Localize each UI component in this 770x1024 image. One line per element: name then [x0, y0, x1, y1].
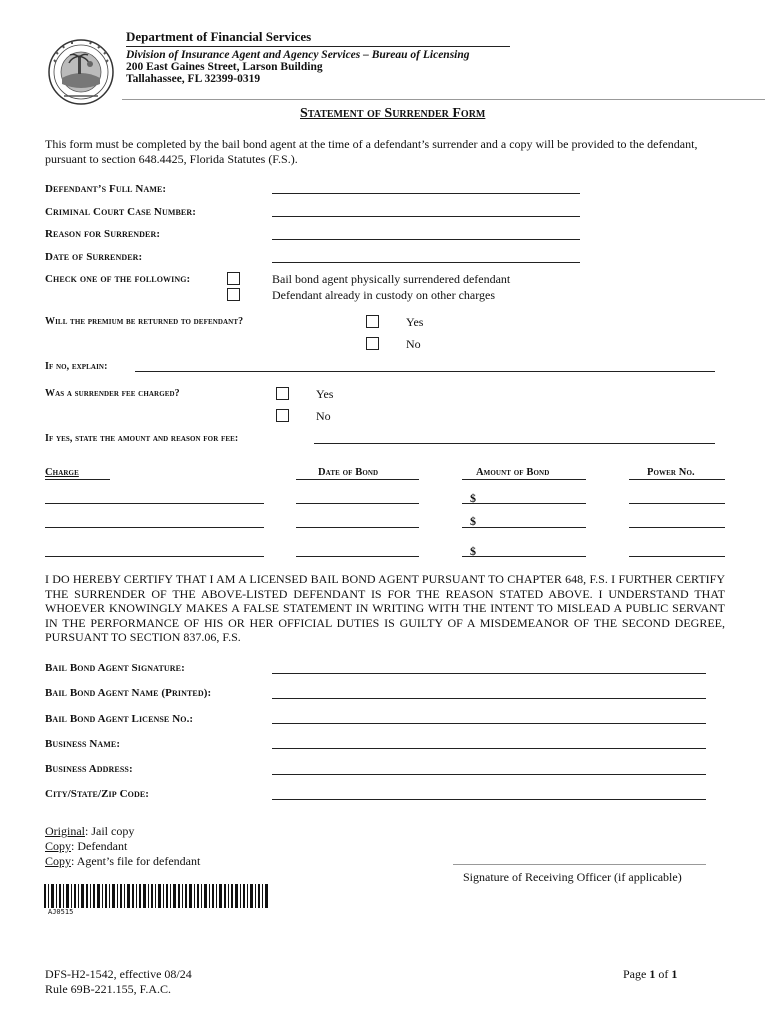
state-seal-logo: [46, 38, 116, 106]
business-address-label: Business Address:: [45, 763, 133, 775]
agent-copy-line: [45, 854, 200, 869]
amount-dollar-sign-1: $: [470, 491, 476, 505]
page-prefix: Page: [623, 967, 650, 981]
business-name-field[interactable]: [272, 748, 706, 749]
original-text: : Jail copy: [85, 824, 135, 838]
power-no-field-3[interactable]: [629, 556, 725, 557]
amount-of-bond-field-1[interactable]: [462, 503, 586, 504]
amount-of-bond-field-2[interactable]: [462, 527, 586, 528]
defendant-name-field[interactable]: [272, 193, 580, 194]
date-of-bond-header-rule: [296, 479, 419, 480]
original-copy-line: [45, 824, 134, 839]
amount-of-bond-header: Amount of Bond: [476, 467, 550, 478]
form-id: DFS-H2-1542, effective 08/24: [45, 967, 192, 981]
page-total: 1: [671, 967, 678, 981]
power-no-header: Power No.: [647, 467, 695, 478]
defendant-copy-line: [45, 839, 127, 854]
agent-signature-field[interactable]: [272, 673, 706, 674]
premium-yes-checkbox[interactable]: [366, 315, 379, 328]
department-name: Department of Financial Services: [126, 29, 510, 47]
fee-question-label: Was a surrender fee charged?: [45, 388, 180, 399]
charge-header-rule: [45, 479, 110, 480]
premium-yes-label: Yes: [406, 315, 424, 329]
barcode-caption: AJ0515: [48, 908, 74, 916]
date-of-bond-field-3[interactable]: [296, 556, 419, 557]
charge-field-1[interactable]: [45, 503, 264, 504]
if-yes-fee-field[interactable]: [314, 443, 715, 444]
reason-label: Reason for Surrender:: [45, 228, 161, 240]
amount-dollar-sign-3: $: [470, 544, 476, 558]
amount-of-bond-header-rule: [462, 479, 586, 480]
premium-question-label: Will the premium be returned to defendant?: [45, 316, 244, 327]
receiving-officer-label: Signature of Receiving Officer (if applicable): [463, 870, 682, 884]
agent-name-label: Bail Bond Agent Name (Printed):: [45, 687, 212, 699]
agent-license-label: Bail Bond Agent License No.:: [45, 713, 194, 725]
intro-text: This form must be completed by the bail bond agent at the time of a defendant’s surrender and a copy will be provided to the defendant, pursuant to section 648.4425, Florida Statutes (F.S.).: [45, 137, 698, 166]
date-of-bond-field-1[interactable]: [296, 503, 419, 504]
business-name-label: Business Name:: [45, 738, 121, 750]
certification-text: I DO HEREBY CERTIFY THAT I AM A LICENSED BAIL BOND AGENT PURSUANT TO CHAPTER 648, F.S. I FURTHER CERTIFY THE SURRENDER OF THE ABOVE-LISTED DEFENDANT IS FOR THE REASON STATED ABOVE. I UNDERSTAND THAT WHOEVER KNOWINGLY MAKES A FALSE STATEMENT IN WRITING WITH THE INTENT TO MISLEAD A PUBLIC SERVANT IN THE PERFORMANCE OF HIS OR HER OFFICIAL DUTIES IS GUILTY OF A MISDEMEANOR OF THE SECOND DEGREE, PURSUANT TO SECTION 837.06, F.S.: [45, 572, 725, 645]
surrender-date-label: Date of Surrender:: [45, 251, 143, 263]
amount-of-bond-field-3[interactable]: [462, 556, 586, 557]
fee-no-checkbox[interactable]: [276, 409, 289, 422]
agent-signature-label: Bail Bond Agent Signature:: [45, 662, 185, 674]
division-name: Division of Insurance Agent and Agency Services – Bureau of Licensing: [126, 49, 470, 61]
agent-license-field[interactable]: [272, 723, 706, 724]
check-one-label: Check one of the following:: [45, 273, 191, 285]
case-number-field[interactable]: [272, 216, 580, 217]
amount-dollar-sign-2: $: [470, 514, 476, 528]
charge-field-2[interactable]: [45, 527, 264, 528]
charge-field-3[interactable]: [45, 556, 264, 557]
fee-yes-label: Yes: [316, 387, 334, 401]
in-custody-option: Defendant already in custody on other charges: [272, 288, 496, 302]
copy-label-1: Copy: [45, 839, 72, 853]
physically-surrendered-checkbox[interactable]: [227, 272, 240, 285]
page-of: of: [655, 967, 672, 981]
if-yes-fee-label: If yes, state the amount and reason for fee:: [45, 433, 239, 444]
surrender-date-field[interactable]: [272, 262, 580, 263]
if-no-explain-label: If no, explain:: [45, 361, 108, 372]
page-number: [623, 967, 677, 982]
form-title: Statement of Surrender Form: [300, 106, 486, 121]
agent-name-field[interactable]: [272, 698, 706, 699]
power-no-field-2[interactable]: [629, 527, 725, 528]
barcode: [44, 884, 268, 908]
city-state-zip-label: City/State/Zip Code:: [45, 788, 150, 800]
rule-citation: Rule 69B-221.155, F.A.C.: [45, 982, 172, 996]
header-rule: [122, 99, 765, 100]
copy-text-1: : Defendant: [71, 839, 128, 853]
if-no-explain-field[interactable]: [135, 371, 715, 372]
physically-surrendered-option: Bail bond agent physically surrendered defendant: [272, 272, 511, 286]
reason-field[interactable]: [272, 239, 580, 240]
copy-text-2: : Agent’s file for defendant: [71, 854, 201, 868]
date-of-bond-field-2[interactable]: [296, 527, 419, 528]
address-line-2: Tallahassee, FL 32399-0319: [126, 73, 261, 85]
premium-no-label: No: [406, 337, 421, 351]
premium-no-checkbox[interactable]: [366, 337, 379, 350]
defendant-name-label: Defendant’s Full Name:: [45, 183, 167, 195]
business-address-field[interactable]: [272, 774, 706, 775]
receiving-officer-signature-field[interactable]: [453, 864, 706, 865]
address-line-1: 200 East Gaines Street, Larson Building: [126, 61, 323, 73]
charge-header: Charge: [45, 467, 79, 478]
date-of-bond-header: Date of Bond: [318, 467, 379, 478]
fee-yes-checkbox[interactable]: [276, 387, 289, 400]
case-number-label: Criminal Court Case Number:: [45, 206, 197, 218]
power-no-header-rule: [629, 479, 725, 480]
power-no-field-1[interactable]: [629, 503, 725, 504]
city-state-zip-field[interactable]: [272, 799, 706, 800]
page-current: 1: [649, 967, 656, 981]
letterhead: [126, 29, 510, 85]
original-label: Original: [45, 824, 85, 838]
copy-label-2: Copy: [45, 854, 72, 868]
fee-no-label: No: [316, 409, 331, 423]
in-custody-checkbox[interactable]: [227, 288, 240, 301]
